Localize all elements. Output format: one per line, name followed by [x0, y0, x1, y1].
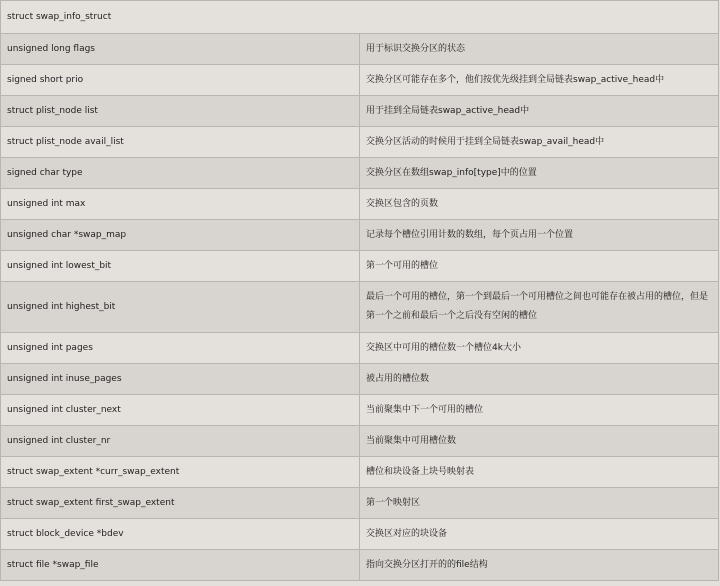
table-row — [1, 519, 719, 550]
table-row — [1, 96, 719, 127]
table-row — [1, 127, 719, 158]
description-cell: 被占用的槽位数 — [360, 364, 719, 395]
table-row — [1, 457, 719, 488]
field-cell: signed char type — [1, 158, 360, 189]
description-cell: 交换区中可用的槽位数一个槽位4k大小 — [360, 333, 719, 364]
description-cell: 交换区包含的页数 — [360, 189, 719, 220]
field-cell: struct block_device *bdev — [1, 519, 360, 550]
description-cell: 当前聚集中下一个可用的槽位 — [360, 395, 719, 426]
description-cell: 交换分区活动的时候用于挂到全局链表swap_avail_head中 — [360, 127, 719, 158]
field-cell: unsigned long flags — [1, 34, 360, 65]
description-cell: 槽位和块设备上块号映射表 — [360, 457, 719, 488]
table-row — [1, 550, 719, 581]
field-cell: unsigned int cluster_nr — [1, 426, 360, 457]
field-cell: struct swap_extent first_swap_extent — [1, 488, 360, 519]
table-row — [1, 364, 719, 395]
description-cell: 交换分区在数组swap_info[type]中的位置 — [360, 158, 719, 189]
field-cell: unsigned int pages — [1, 333, 360, 364]
field-cell: unsigned int highest_bit — [1, 282, 360, 333]
description-cell: 交换分区可能存在多个，他们按优先级挂到全局链表swap_active_head中 — [360, 65, 719, 96]
description-cell: 记录每个槽位引用计数的数组，每个页占用一个位置 — [360, 220, 719, 251]
table-row — [1, 65, 719, 96]
field-cell: unsigned int max — [1, 189, 360, 220]
field-cell: struct plist_node list — [1, 96, 360, 127]
table-row — [1, 426, 719, 457]
field-cell: struct plist_node avail_list — [1, 127, 360, 158]
table-row — [1, 34, 719, 65]
description-cell: 交换区对应的块设备 — [360, 519, 719, 550]
table-row — [1, 488, 719, 519]
field-cell: struct swap_extent *curr_swap_extent — [1, 457, 360, 488]
table-row — [1, 189, 719, 220]
description-cell: 用于挂到全局链表swap_active_head中 — [360, 96, 719, 127]
field-cell: unsigned int inuse_pages — [1, 364, 360, 395]
table-row — [1, 251, 719, 282]
struct-name-cell: struct swap_info_struct — [1, 1, 719, 34]
field-cell: signed short prio — [1, 65, 360, 96]
table-row — [1, 333, 719, 364]
table-row — [1, 158, 719, 189]
description-cell: 用于标识交换分区的状态 — [360, 34, 719, 65]
description-cell: 最后一个可用的槽位，第一个到最后一个可用槽位之间也可能存在被占用的槽位，但是第一个之前和最后一个之后没有空闲的槽位 — [360, 282, 719, 333]
table-row — [1, 220, 719, 251]
table-header-row — [1, 1, 719, 34]
field-cell: unsigned int lowest_bit — [1, 251, 360, 282]
description-cell: 指向交换分区打开的的file结构 — [360, 550, 719, 581]
description-cell: 当前聚集中可用槽位数 — [360, 426, 719, 457]
description-cell: 第一个映射区 — [360, 488, 719, 519]
field-cell: unsigned char *swap_map — [1, 220, 360, 251]
field-cell: unsigned int cluster_next — [1, 395, 360, 426]
table-row — [1, 395, 719, 426]
description-cell: 第一个可用的槽位 — [360, 251, 719, 282]
table-row — [1, 282, 719, 333]
field-cell: struct file *swap_file — [1, 550, 360, 581]
